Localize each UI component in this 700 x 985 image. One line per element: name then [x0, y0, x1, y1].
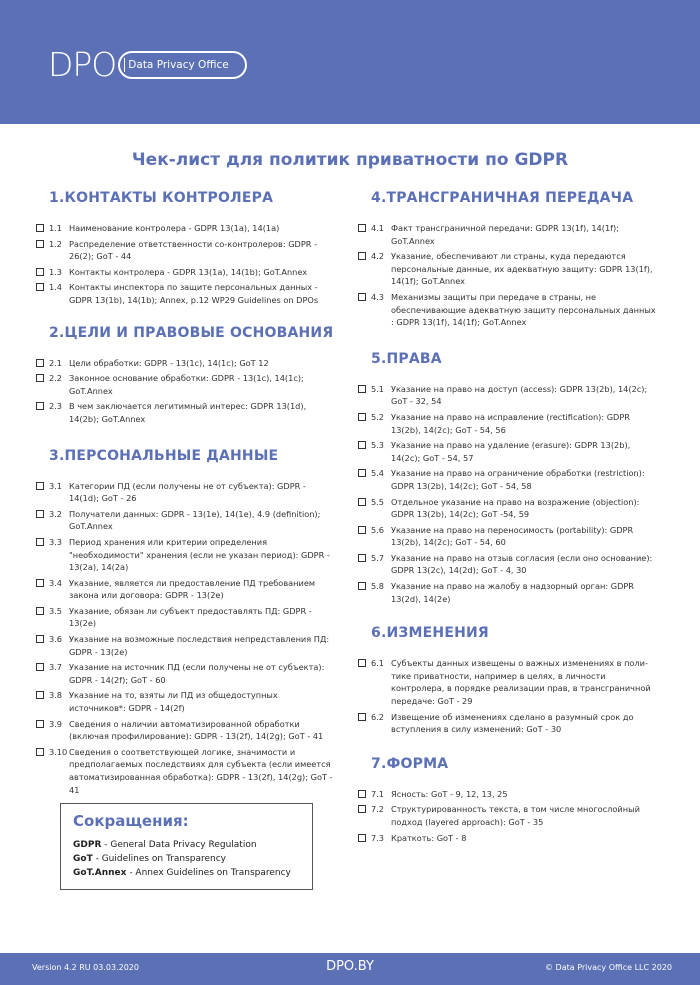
logo-pill: [118, 51, 246, 79]
checkbox-icon[interactable]: [358, 224, 366, 232]
checklist-item: [36, 372, 336, 397]
checkbox-icon[interactable]: [358, 469, 366, 477]
checkbox-icon[interactable]: [358, 582, 366, 590]
checklist-section: [36, 190, 336, 307]
checkbox-icon[interactable]: [358, 790, 366, 798]
item-number: 5.4: [371, 468, 385, 479]
item-number: 1.4: [49, 282, 63, 293]
checkbox-icon[interactable]: [36, 374, 44, 382]
item-text: Извещение об изменениях сделано в разумный срок до вступления в силу изменений: GoT - 30: [391, 711, 634, 735]
abbr-desc: - Guidelines on Transparency: [92, 854, 227, 864]
item-number: 3.2: [49, 508, 63, 519]
checklist-item: [358, 803, 658, 828]
checkbox-icon[interactable]: [36, 635, 44, 643]
checkbox-icon[interactable]: [36, 538, 44, 546]
checkbox-icon[interactable]: [358, 498, 366, 506]
item-text: Наименование контролера - GDPR 13(1a), 14(1a): [69, 223, 280, 233]
checkbox-icon[interactable]: [36, 224, 44, 232]
item-number: 2.3: [49, 401, 63, 412]
item-text: Указание на возможные последствия непредставления ПД: GDPR - 13(2e): [69, 634, 330, 657]
checkbox-icon[interactable]: [36, 607, 44, 615]
item-text: Сведения о наличии автоматизированной обработки (включая профилирование): GDPR - 13(2f), 14(2g); GoT - 41: [69, 718, 324, 742]
logo-mark: DPO: [48, 45, 117, 84]
abbreviations-box: [60, 803, 313, 890]
item-text: Указание на источник ПД (если получены не от субъекта): GDPR - 14(2f); GoT - 60: [69, 662, 325, 685]
item-text: Ясность: GoT - 9, 12, 13, 25: [391, 788, 508, 799]
checkbox-icon[interactable]: [36, 482, 44, 490]
header-banner: [0, 0, 700, 124]
item-text: Распределение ответственности со-контролеров: GDPR - 26(2); GoT - 44: [69, 238, 318, 262]
checklist-item: [358, 222, 658, 247]
item-number: 5.2: [371, 411, 385, 422]
checklist-item: [358, 250, 658, 288]
footer-site-link[interactable]: DPO.BY: [326, 959, 374, 974]
section-heading: 1.КОНТАКТЫ КОНТРОЛЕРА: [49, 190, 274, 206]
checklist-item: [36, 718, 336, 743]
item-text: Указание на право на удаление (erasure): GDPR 13(2b), 14(2c); GoT - 54, 57: [391, 440, 631, 463]
item-text: Указание на право на жалобу в надзорный орган: GDPR 13(2d), 14(2e): [391, 581, 634, 604]
checkbox-icon[interactable]: [358, 526, 366, 534]
item-number: 2.1: [49, 357, 63, 368]
checklist-section: [358, 190, 658, 329]
checkbox-icon[interactable]: [36, 510, 44, 518]
item-number: 4.1: [371, 223, 385, 233]
item-number: 6.2: [371, 711, 385, 722]
checklist-item: [36, 605, 336, 630]
checkbox-icon[interactable]: [36, 720, 44, 728]
checkbox-icon[interactable]: [36, 359, 44, 367]
item-number: 3.9: [49, 718, 63, 729]
item-number: 3.3: [49, 536, 63, 547]
page-title: Чек-лист для политик приватности по GDPR: [131, 150, 569, 170]
checklist-item: [36, 281, 336, 306]
item-text: Законное основание обработки: GDPR - 13(1c), 14(1c); GoT.Annex: [69, 373, 304, 396]
dpo-logo: [48, 45, 247, 84]
checklist-section: [36, 325, 336, 426]
abbr-term: GDPR: [73, 840, 102, 850]
section-heading: 7.ФОРМА: [371, 755, 449, 772]
item-number: 7.2: [371, 804, 385, 815]
item-number: 3.8: [49, 690, 63, 701]
item-text: Краткоть: GoT - 8: [391, 832, 467, 843]
item-number: 3.5: [49, 605, 63, 616]
item-number: 5.8: [371, 581, 385, 592]
checklist-item: [358, 439, 658, 464]
item-number: 5.3: [371, 440, 385, 451]
abbr-row-gdpr: [73, 838, 300, 852]
item-text: Механизмы защиты при передаче в страны, не обеспечивающие адекватную защиту персональных данных : GDPR 13(1f), 14(1f); GoT.Annex: [391, 291, 656, 328]
left-column: [36, 190, 336, 799]
item-text: Отдельное указание на право на возражение (objection): GDPR 13(2b), 14(2c); GoT -54, 59: [391, 496, 640, 520]
checklist-item: [36, 577, 336, 602]
checkbox-icon[interactable]: [358, 293, 366, 301]
checkbox-icon[interactable]: [36, 268, 44, 276]
item-text: Указание на право на переносимость (portability): GDPR 13(2b), 14(2c); GoT - 54, 60: [391, 524, 634, 548]
item-text: Указание на право на исправление (rectification): GDPR 13(2b), 14(2c); GoT - 54, 56: [391, 411, 630, 435]
item-number: 4.2: [371, 251, 385, 262]
checkbox-icon[interactable]: [358, 413, 366, 421]
checklist-item: [36, 633, 336, 658]
checkbox-icon[interactable]: [36, 283, 44, 291]
checklist-item: [36, 222, 336, 235]
abbr-term: GoT: [73, 854, 93, 864]
checkbox-icon[interactable]: [36, 402, 44, 410]
item-number: 4.3: [371, 291, 385, 302]
checkbox-icon[interactable]: [358, 805, 366, 813]
item-text: Контакты контролера - GDPR 13(1a), 14(1b); GoT.Annex: [69, 266, 308, 277]
item-text: Период хранения или критерии определения "необходимости" хранения (если не указан период): GDPR - 13(2a), 14(2a): [69, 536, 330, 573]
checkbox-icon[interactable]: [36, 691, 44, 699]
abbreviations-heading: Сокращения:: [73, 812, 189, 830]
item-text: Указание на право на ограничение обработки (restriction): GDPR 13(2b), 14(2c); GoT - 54, 58: [391, 468, 645, 491]
checklist-item: [36, 357, 336, 370]
checklist-item: [36, 266, 336, 279]
item-number: 3.10: [49, 746, 68, 757]
item-text: Структурированность текста, в том числе многослойный подход (layered approach): GoT - 35: [391, 804, 640, 827]
checklist-item: [36, 746, 336, 796]
checklist-item: [358, 832, 658, 845]
checkbox-icon[interactable]: [358, 441, 366, 449]
checklist-item: [358, 383, 658, 408]
item-number: 5.7: [371, 552, 385, 563]
checklist-item: [36, 238, 336, 263]
item-number: 5.5: [371, 496, 385, 507]
item-number: 3.6: [49, 634, 63, 645]
item-text: Указание, обеспечивают ли страны, куда передаются персональные данные, их адекватную защиту: GDPR 13(1f), 14(1f); GoT.Annex: [391, 251, 653, 287]
checklist-item: [358, 411, 658, 436]
checkbox-icon[interactable]: [36, 579, 44, 587]
checklist-section: [358, 351, 658, 606]
logo-text: Data Privacy Office: [124, 58, 228, 72]
footer-bar: [0, 953, 700, 985]
checkbox-icon[interactable]: [358, 834, 366, 842]
checklist-section: [36, 448, 336, 797]
checkbox-icon[interactable]: [358, 252, 366, 260]
checklist-item: [358, 788, 658, 801]
item-number: 5.6: [371, 524, 385, 535]
item-number: 3.7: [49, 662, 63, 673]
section-heading: 3.ПЕРСОНАЛЬНЫЕ ДАННЫЕ: [49, 447, 279, 464]
abbr-desc: - Annex Guidelines on Transparency: [126, 868, 291, 878]
item-number: 1.1: [49, 223, 63, 233]
footer-copyright: © Data Privacy Office LLC 2020: [545, 963, 672, 972]
checkbox-icon[interactable]: [36, 240, 44, 248]
checklist-item: [358, 580, 658, 605]
abbr-row-got: [73, 852, 300, 866]
item-number: 6.1: [371, 658, 385, 669]
item-text: В чем заключается легитимный интерес: GDPR 13(1d), 14(2b); GoT.Annex: [69, 401, 307, 424]
section-heading: 4.ТРАНСГРАНИЧНАЯ ПЕРЕДАЧА: [371, 190, 634, 206]
checklist-item: [358, 291, 658, 329]
item-text: Цели обработки: GDPR - 13(1c), 14(1c); GoT 12: [69, 357, 269, 368]
item-text: Субъекты данных извещены о важных изменениях в поли-тике приватности, например в целях, в личности контролера, в порядке реализации прав, в трансграничной передаче: GoT - 29: [391, 658, 651, 707]
checklist-item: [36, 661, 336, 686]
item-text: Указание, является ли предоставление ПД требованием закона или договора: GDPR - 13(2e): [69, 577, 316, 601]
item-text: Категории ПД (если получены не от субъекта): GDPR - 14(1d); GoT - 26: [69, 480, 306, 504]
checkbox-icon[interactable]: [358, 713, 366, 721]
section-heading: 5.ПРАВА: [371, 350, 442, 367]
checklist-item: [36, 480, 336, 505]
checklist-item: [358, 467, 658, 492]
checklist-section: [358, 625, 658, 736]
item-text: Указание на то, взяты ли ПД из общедоступных источников*: GDPR - 14(2f): [69, 690, 278, 714]
abbr-row-got-annex: [73, 866, 300, 880]
section-heading: 2.ЦЕЛИ И ПРАВОВЫЕ ОСНОВАНИЯ: [49, 324, 334, 341]
checkbox-icon[interactable]: [36, 663, 44, 671]
item-number: 7.1: [371, 788, 385, 799]
footer-version: Version 4.2 RU 03.03.2020: [32, 963, 139, 972]
checkbox-icon[interactable]: [358, 554, 366, 562]
item-number: 1.2: [49, 238, 63, 249]
item-number: 2.2: [49, 373, 63, 384]
right-column: [358, 190, 658, 847]
checklist-item: [358, 552, 658, 577]
item-number: 3.1: [49, 480, 63, 491]
checklist-item: [36, 689, 336, 714]
item-text: Контакты инспектора по защите персональных данных - GDPR 13(1b), 14(1b); Annex, p.12 WP29 Guidelines on DPOs: [69, 282, 319, 305]
item-number: 1.3: [49, 266, 63, 277]
abbr-desc: - General Data Privacy Regulation: [101, 840, 257, 850]
item-text: Указание на право на отзыв согласия (если оно основание): GDPR 13(2c), 14(2d); GoT - 4, 30: [391, 552, 653, 576]
item-text: Указание, обязан ли субъект предоставлять ПД: GDPR - 13(2e): [69, 605, 312, 629]
item-text: Указание на право на доступ (access): GDPR 13(2b), 14(2c); GoT - 32, 54: [391, 383, 648, 407]
checklist-item: [358, 711, 658, 736]
checklist-item: [358, 524, 658, 549]
checklist-section: [358, 756, 658, 844]
abbr-term: GoT.Annex: [73, 868, 127, 878]
checklist-item: [358, 657, 658, 707]
item-text: Сведения о соответствующей логике, значимости и предполагаемых последствиях для субъекта (если имеется автоматизированная обработка): GDPR - 13(2f), 14(2g); GoT - 41: [69, 746, 333, 795]
checkbox-icon[interactable]: [358, 659, 366, 667]
item-text: Получатели данных: GDPR - 13(1e), 14(1e), 4.9 (definition); GoT.Annex: [69, 508, 321, 532]
checklist-item: [36, 536, 336, 574]
section-heading: 6.ИЗМЕНЕНИЯ: [371, 625, 489, 642]
item-number: 5.1: [371, 383, 385, 394]
item-number: 7.3: [371, 832, 385, 843]
item-number: 3.4: [49, 577, 63, 588]
checkbox-icon[interactable]: [36, 748, 44, 756]
checkbox-icon[interactable]: [358, 385, 366, 393]
checklist-item: [36, 508, 336, 533]
item-text: Факт трансграничной передачи: GDPR 13(1f), 14(1f); GoT.Annex: [391, 223, 619, 246]
checklist-item: [358, 496, 658, 521]
checklist-item: [36, 400, 336, 425]
